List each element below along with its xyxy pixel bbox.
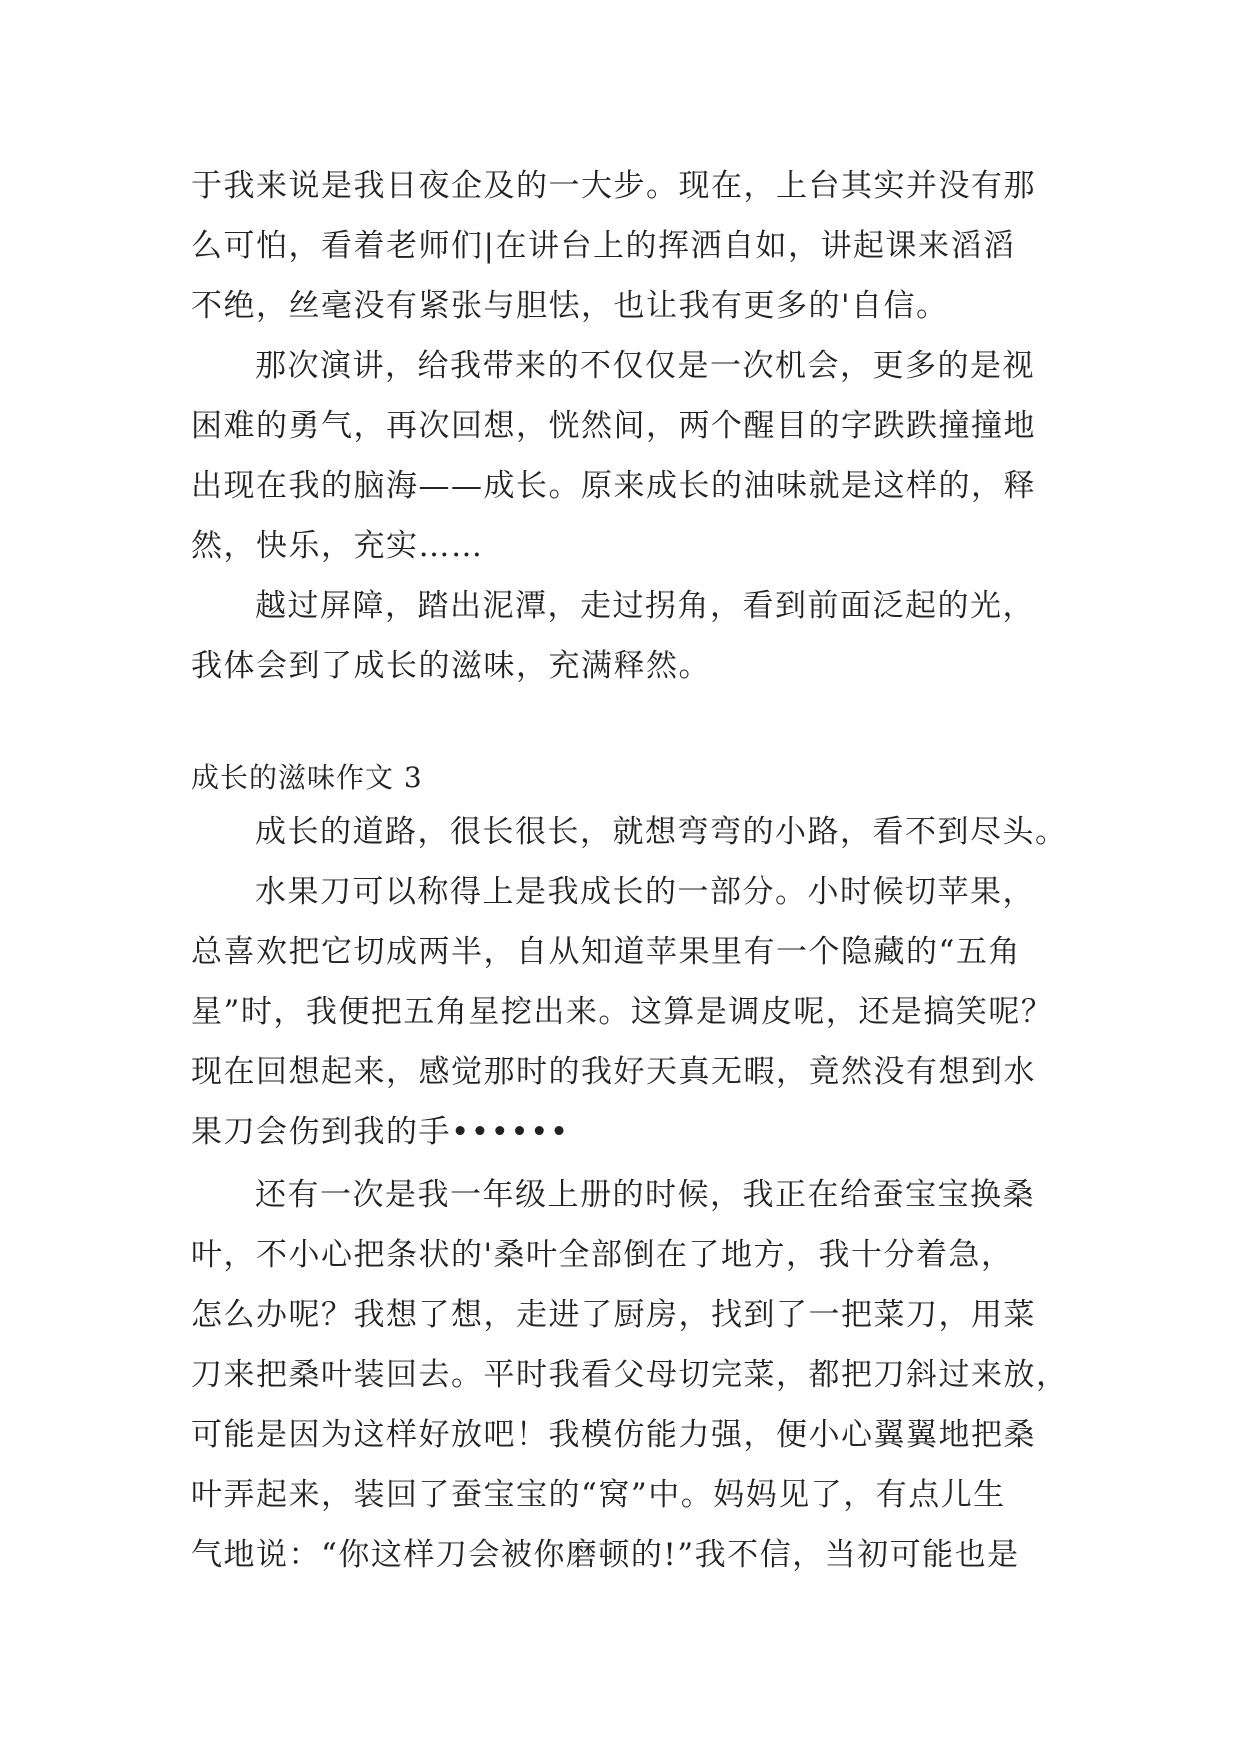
paragraph-line: 水果刀可以称得上是我成长的一部分。小时候切苹果， bbox=[255, 874, 1035, 910]
paragraph-line: 么可怕，看着老师们|在讲台上的挥洒自如，讲起课来滔滔 bbox=[191, 228, 1016, 264]
paragraph-line: 于我来说是我日夜企及的一大步。现在，上台其实并没有那 bbox=[191, 168, 1036, 204]
paragraph-line: 不绝，丝毫没有紧张与胆怯，也让我有更多的'自信。 bbox=[191, 288, 949, 324]
paragraph-line: 越过屏障，踏出泥潭，走过拐角，看到前面泛起的光， bbox=[255, 588, 1035, 624]
paragraph-line: 困难的勇气，再次回想，恍然间，两个醒目的字跌跌撞撞地 bbox=[191, 408, 1036, 444]
paragraph-line: 那次演讲，给我带来的不仅仅是一次机会，更多的是视 bbox=[255, 348, 1035, 384]
paragraph-line: 出现在我的脑海——成长。原来成长的油味就是这样的，释 bbox=[191, 468, 1036, 504]
paragraph-line: 总喜欢把它切成两半，自从知道苹果里有一个隐藏的“五角 bbox=[191, 934, 1021, 970]
paragraph-line: 成长的道路，很长很长，就想弯弯的小路，看不到尽头。 bbox=[255, 814, 1068, 850]
paragraph-line: 刀来把桑叶装回去。平时我看父母切完菜，都把刀斜过来放， bbox=[191, 1357, 1069, 1393]
paragraph-line: 星”时，我便把五角星挖出来。这算是调皮呢，还是搞笑呢？ bbox=[191, 994, 1054, 1030]
paragraph-line: 怎么办呢？我想了想，走进了厨房，找到了一把菜刀，用菜 bbox=[191, 1297, 1036, 1333]
paragraph-line: 可能是因为这样好放吧！我模仿能力强，便小心翼翼地把桑 bbox=[191, 1417, 1036, 1453]
paragraph-line: 现在回想起来，感觉那时的我好天真无暇，竟然没有想到水 bbox=[191, 1054, 1036, 1090]
section-title: 成长的滋味作文 3 bbox=[191, 761, 423, 794]
paragraph-line: 然，快乐，充实…… bbox=[191, 528, 484, 564]
paragraph-line: 果刀会伤到我的手•••••• bbox=[191, 1114, 570, 1150]
paragraph-line: 叶弄起来，装回了蚕宝宝的“窝”中。妈妈见了，有点儿生 bbox=[191, 1477, 1006, 1513]
paragraph-line: 还有一次是我一年级上册的时候，我正在给蚕宝宝换桑 bbox=[255, 1177, 1035, 1213]
paragraph-line: 叶，不小心把条状的'桑叶全部倒在了地方，我十分着急， bbox=[191, 1237, 1014, 1273]
paragraph-line: 我体会到了成长的滋味，充满释然。 bbox=[191, 648, 711, 684]
paragraph-line: 气地说：“你这样刀会被你磨顿的!”我不信，当初可能也是 bbox=[191, 1537, 1020, 1573]
